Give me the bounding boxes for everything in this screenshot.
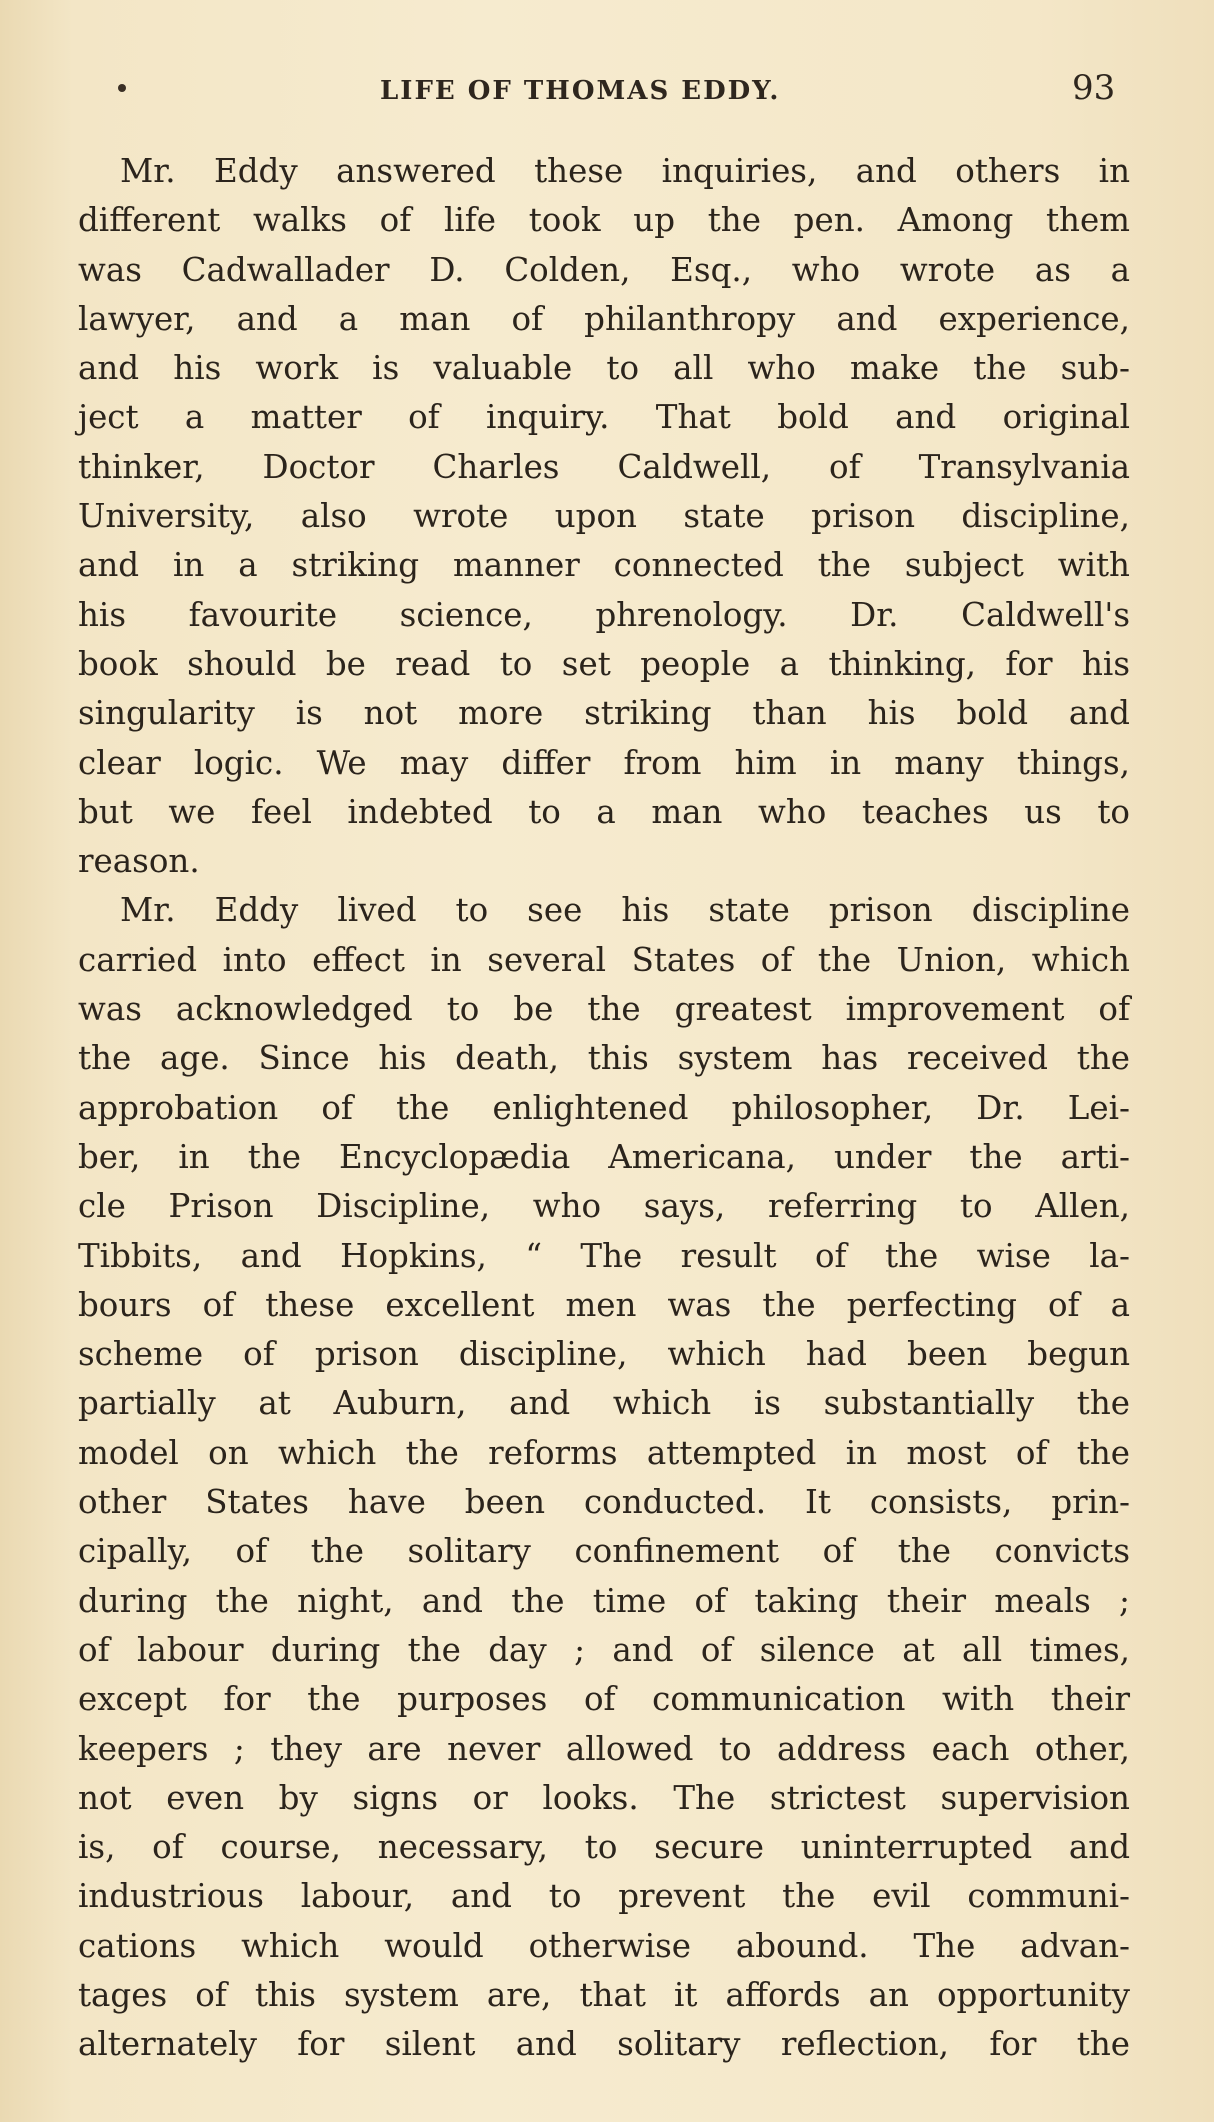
text-line: ject a matter of inquiry. That bold and original [78,398,1130,437]
page-number: 93 [1072,68,1116,108]
text-line: except for the purposes of communication with their [78,1680,1130,1719]
text-line: not even by signs or looks. The strictest supervision [78,1778,1130,1817]
text-line: model on which the reforms attempted in most of the [78,1433,1130,1472]
text-line: Mr. Eddy answered these inquiries, and others in [120,152,1130,190]
text-line: Mr. Eddy lived to see his state prison discipline [120,891,1130,930]
text-line: clear logic. We may differ from him in many things, [78,743,1130,782]
text-line: approbation of the enlightened philosopher, Dr. Lei- [78,1088,1130,1127]
text-line: University, also wrote upon state prison discipline, [78,497,1130,536]
text-line: cipally, of the solitary confinement of the convicts [78,1532,1130,1571]
text-line: tages of this system are, that it affords an opportunity [78,1975,1130,2014]
text-line: different walks of life took up the pen. Among them [78,201,1130,240]
text-line: during the night, and the time of taking their meals ; [78,1581,1130,1620]
text-line: but we feel indebted to a man who teaches us to [78,792,1130,831]
text-line: alternately for silent and solitary reflection, for the [78,2025,1130,2064]
text-line: was acknowledged to be the greatest improvement of [78,990,1130,1029]
text-line: singularity is not more striking than his bold and [78,694,1130,733]
text-line: partially at Auburn, and which is substantially the [78,1384,1130,1423]
text-line: was Cadwallader D. Colden, Esq., who wrote as a [78,250,1130,289]
text-line: of labour during the day ; and of silence at all times, [78,1630,1130,1669]
text-line: carried into effect in several States of the Union, which [78,940,1130,979]
running-title: LIFE OF THOMAS EDDY. [380,76,781,106]
text-line: keepers ; they are never allowed to address each other, [78,1729,1130,1768]
text-line: and his work is valuable to all who make the sub- [78,349,1130,388]
body-text [78,147,1130,2070]
text-line: industrious labour, and to prevent the evil communi- [78,1877,1130,1916]
text-line: cations which would otherwise abound. The advan- [78,1926,1130,1965]
header-bullet-mark [118,84,126,92]
text-line: bours of these excellent men was the perfecting of a [78,1285,1130,1324]
text-line: cle Prison Discipline, who says, referring to Allen, [78,1187,1130,1226]
text-line: reason. [78,842,200,881]
text-line: lawyer, and a man of philanthropy and experience, [78,299,1130,338]
text-line: Tibbits, and Hopkins, “ The result of the wise la- [78,1236,1130,1275]
text-line: is, of course, necessary, to secure uninterrupted and [78,1828,1130,1867]
running-head [0,70,1214,120]
text-line: scheme of prison discipline, which had been begun [78,1335,1130,1374]
text-line: ber, in the Encyclopædia Americana, under the arti- [78,1137,1130,1176]
text-line: and in a striking manner connected the subject with [78,546,1130,585]
text-line: the age. Since his death, this system has received the [78,1039,1130,1078]
text-line: other States have been conducted. It consists, prin- [78,1483,1130,1522]
text-line: thinker, Doctor Charles Caldwell, of Transylvania [78,447,1130,486]
text-line: his favourite science, phrenology. Dr. Caldwell's [78,595,1130,634]
text-line: book should be read to set people a thinking, for his [78,644,1130,683]
